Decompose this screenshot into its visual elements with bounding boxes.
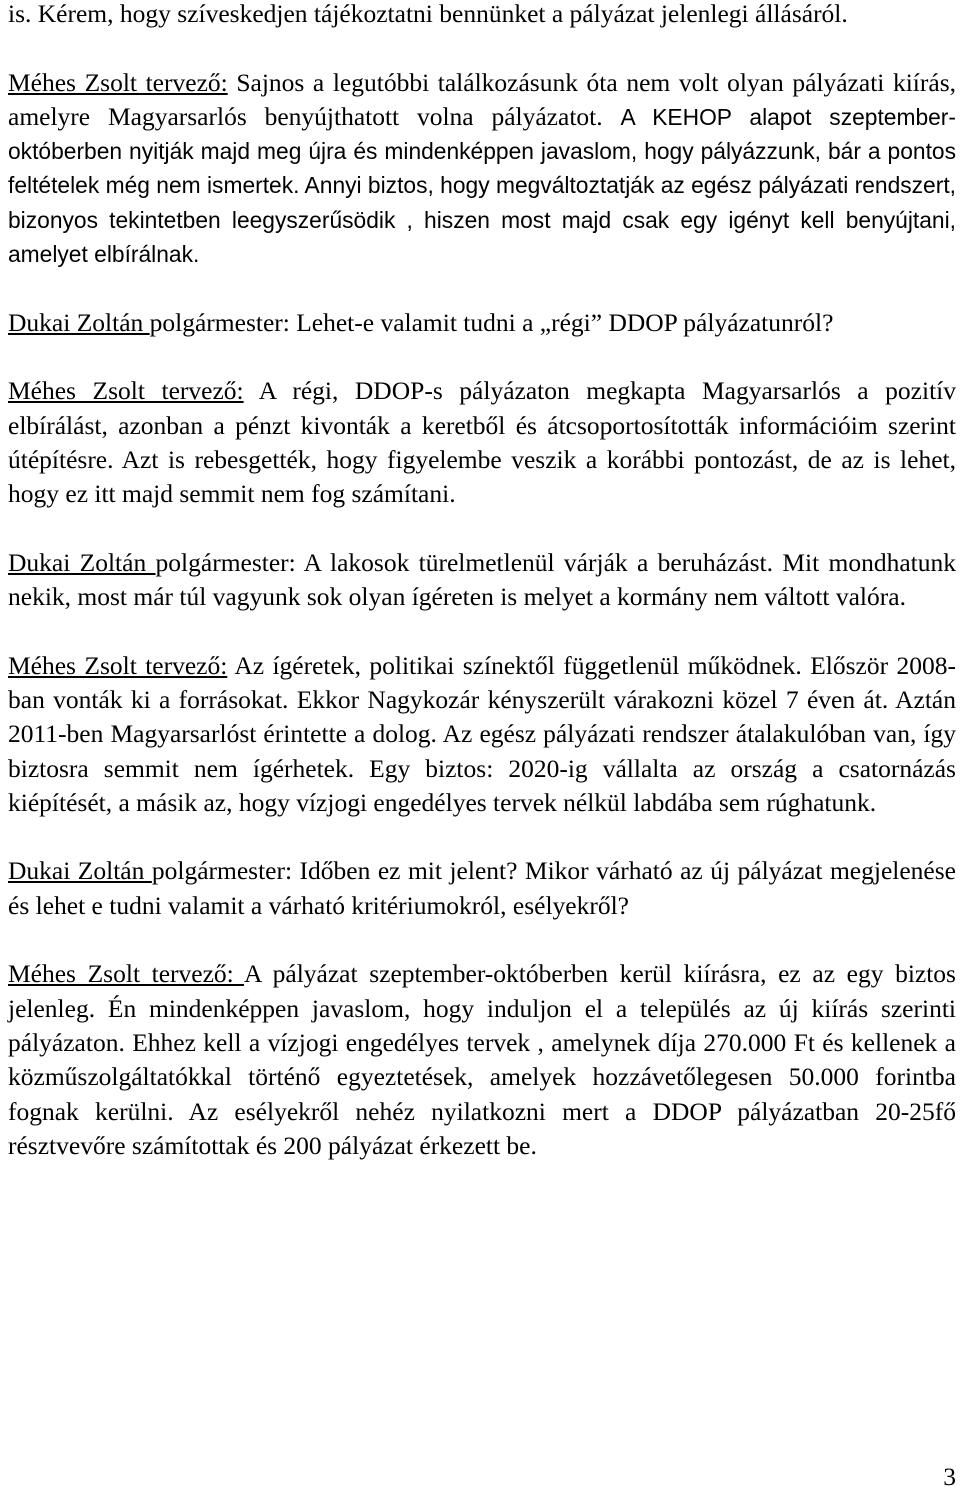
speaker-name: Dukai Zoltán [8, 547, 156, 577]
speaker-name: Méhes Zsolt tervező: [8, 959, 244, 989]
paragraph-mehes-4 [8, 957, 956, 1163]
speaker-name: Dukai Zoltán [8, 856, 152, 886]
paragraph-gap [8, 511, 956, 545]
paragraph-text-sans: A KEHOP alapot szeptember-októberben nyitják majd meg újra és mindenképpen javaslom, hogy pályázzunk, bár a pontos feltételek még nem ismertek. Annyi biztos, hogy megváltoztatják az egész pályázati rendszert, bizonyos tekintetben leegyszerűsödik , hiszen most majd csak egy igényt kell benyújtani, amelyet elbírálnak. [8, 103, 956, 268]
paragraph-text: polgármester: Időben ez mit jelent? Mikor várható az új pályázat megjelenése és lehet e tudni valamit a várható kritériumokról, esélyekről? [8, 856, 956, 920]
paragraph-dukai-3 [8, 854, 956, 923]
paragraph-text: A pályázat szeptember-októberben kerül kiírásra, ez az egy biztos jelenleg. Én mindenképpen javaslom, hogy induljon el a település az új kiírás szerinti pályázaton. Ehhez kell a vízjogi engedélyes tervek , amelynek díja 270.000 Ft és kellenek a közműszolgáltatókkal történő egyeztetések, amelyek hozzávetőlegesen 50.000 forintba fognak kerülni. Az esélyekről nehéz nyilatkozni mert a DDOP pályázatban 20-25fő résztvevőre számítottak és 200 pályázat érkezett be. [8, 959, 956, 1160]
paragraph-mehes-3 [8, 649, 956, 820]
page-number: 3 [943, 1462, 956, 1491]
paragraph-mehes-1 [8, 66, 956, 272]
paragraph-gap [8, 820, 956, 854]
paragraph-text: Az ígéretek, politikai színektől függetlenül működnek. Először 2008-ban vonták ki a forrásokat. Ekkor Nagykozár kényszerült várakozni közel 7 éven át. Aztán 2011-ben Magyarsarlóst érintette a dolog. Az egész pályázati rendszer átalakulóban van, így biztosra semmit nem ígérhetek. Egy biztos: 2020-ig vállalta az ország a csatornázás kiépítését, a másik az, hogy vízjogi engedélyes tervek nélkül labdába sem rúghatunk. [8, 650, 956, 817]
paragraph-text: A régi, DDOP-s pályázaton megkapta Magyarsarlós a pozitív elbírálást, azonban a pénzt kivonták a keretből és átcsoportosították információim szerint útépítésre. Azt is rebesgették, hogy figyelembe veszik a korábbi pontozást, de az is lehet, hogy ez itt majd semmit nem fog számítani. [8, 376, 956, 509]
paragraph-intro [8, 0, 956, 31]
paragraph-dukai-2 [8, 546, 956, 615]
speaker-name: Méhes Zsolt tervező: [8, 650, 228, 680]
document-page [8, 0, 956, 1163]
paragraph-mehes-2 [8, 374, 956, 511]
paragraph-gap [8, 271, 956, 305]
paragraph-gap [8, 923, 956, 957]
paragraph-text: is. Kérem, hogy szíveskedjen tájékoztatni bennünket a pályázat jelenlegi állásáról. [8, 0, 848, 28]
speaker-name: Dukai Zoltán [8, 307, 150, 337]
paragraph-gap [8, 614, 956, 648]
paragraph-dukai-1 [8, 306, 956, 340]
speaker-name: Méhes Zsolt tervező: [8, 376, 244, 406]
paragraph-text: polgármester: Lehet-e valamit tudni a „régi” DDOP pályázatunról? [149, 307, 834, 337]
speaker-name: Méhes Zsolt tervező: [8, 67, 228, 97]
paragraph-gap [8, 340, 956, 374]
paragraph-text: Sajnos a legutóbbi találkozásunk óta nem volt olyan pályázati kiírás, amelyre Magyarsarlós benyújthatott volna pályázatot. [8, 67, 956, 131]
paragraph-text: polgármester: A lakosok türelmetlenül várják a beruházást. Mit mondhatunk nekik, most már túl vagyunk sok olyan ígéreten is melyet a kormány nem váltott valóra. [8, 547, 957, 612]
paragraph-gap [8, 31, 956, 65]
